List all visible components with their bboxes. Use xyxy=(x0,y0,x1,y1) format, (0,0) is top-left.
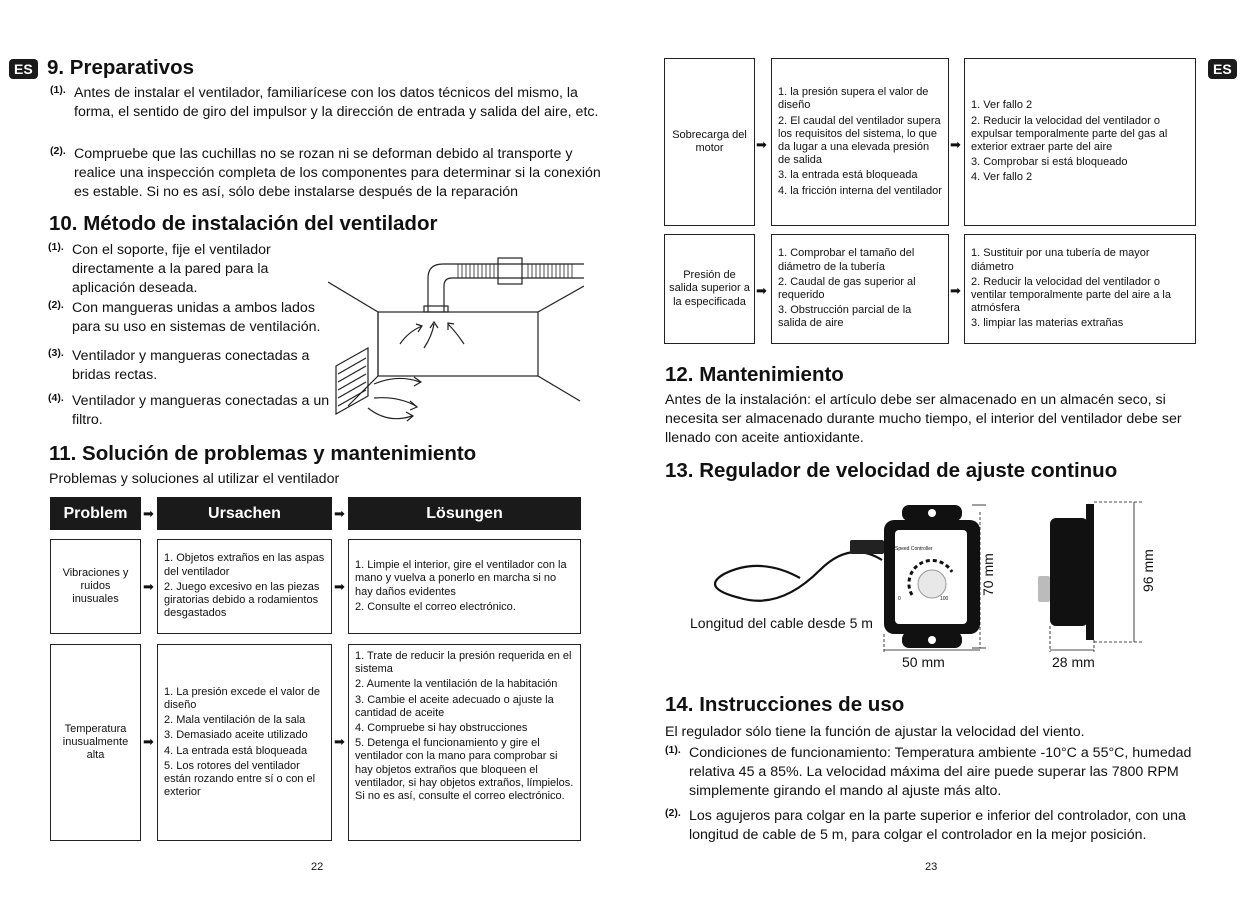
item-text: Los agujeros para colgar en la parte superior e inferior del controlador, con una longitud de cable de 5 m, para colgar el controlador en la mejor posición. xyxy=(689,808,1186,843)
solutions-cell xyxy=(348,539,581,634)
s10-item-4 xyxy=(48,392,342,430)
arrow-icon: ➡ xyxy=(143,506,154,521)
cause-item: 3. la entrada está bloqueada xyxy=(778,169,918,182)
width-front-label: 50 mm xyxy=(902,654,945,670)
arrow-icon: ➡ xyxy=(143,579,154,594)
section-9-title: 9. Preparativos xyxy=(47,56,194,79)
page-number-right: 23 xyxy=(925,861,938,873)
item-number: (1). xyxy=(48,241,64,253)
solution-item: 2. Aumente la ventilación de la habitación xyxy=(355,678,558,691)
arrow-icon: ➡ xyxy=(756,283,767,298)
solution-item: 3. Cambie el aceite adecuado o ajuste la cantidad de aceite xyxy=(355,693,554,719)
item-text: Ventilador y mangueras conectadas a bridas rectas. xyxy=(72,348,310,383)
cause-item: 3. Demasiado aceite utilizado xyxy=(164,729,308,742)
cause-item: 1. Comprobar el tamaño del diámetro de la tubería xyxy=(778,247,915,273)
section-14-intro: El regulador sólo tiene la función de ajustar la velocidad del viento. xyxy=(665,724,1085,740)
cable-length-label: Longitud del cable desde 5 m xyxy=(690,615,873,631)
solution-item: 3. limpiar las materias extrañas xyxy=(971,317,1124,330)
item-number: (2). xyxy=(48,299,64,311)
item-number: (3). xyxy=(48,347,64,359)
dial-min-label: 0 xyxy=(898,596,901,602)
height-front-label: 70 mm xyxy=(980,553,996,596)
causes-cell xyxy=(157,644,332,841)
language-badge-right: ES xyxy=(1208,59,1237,79)
item-text: Compruebe que las cuchillas no se rozan ni se deforman debido al transporte y realice una inspección completa de los componentes para determinar si la conexión es estable. Si no es así, sólo debe instalarse después de la reparación xyxy=(74,146,601,200)
height-side-label: 96 mm xyxy=(1140,549,1156,592)
solution-item: 1. Trate de reducir la presión requerida en el sistema xyxy=(355,650,572,676)
arrow-icon: ➡ xyxy=(334,506,345,521)
solutions-cell xyxy=(964,58,1196,226)
cause-item: 2. El caudal del ventilador supera los requisitos del sistema, lo que da lugar a una elevada presión de salida xyxy=(778,114,941,167)
solution-item: 2. Reducir la velocidad del ventilador o ventilar temporalmente parte del aire a la atmósfera xyxy=(971,275,1171,315)
cause-item: 4. La entrada está bloqueada xyxy=(164,744,308,757)
installation-illustration xyxy=(328,256,584,426)
arrow-icon: ➡ xyxy=(950,137,961,152)
item-text: Con el soporte, fije el ventilador directamente a la pared para la aplicación deseada. xyxy=(72,242,271,296)
cause-item: 1. Objetos extraños en las aspas del ventilador xyxy=(164,552,325,578)
s9-item-1 xyxy=(50,84,614,122)
s9-item-2 xyxy=(50,145,614,202)
cause-item: 1. La presión excede el valor de diseño xyxy=(164,685,320,711)
solution-item: 2. Consulte el correo electrónico. xyxy=(355,600,516,613)
causes-cell xyxy=(157,539,332,634)
section-11-subtitle: Problemas y soluciones al utilizar el ventilador xyxy=(49,471,340,487)
solutions-cell xyxy=(964,234,1196,344)
item-number: (2). xyxy=(50,145,66,157)
s14-item-2 xyxy=(665,807,1224,845)
item-text: Antes de instalar el ventilador, familiarícese con los datos técnicos del mismo, la forma, el sentido de giro del impulsor y la dirección de entrada y salida del aire, etc. xyxy=(74,85,599,120)
solution-item: 1. Limpie el interior, gire el ventilador con la mano y vuelva a ponerlo en marcha si no hay daños evidentes xyxy=(355,559,567,598)
arrow-icon: ➡ xyxy=(334,734,345,749)
s10-item-2 xyxy=(48,299,342,337)
header-problem: Problem xyxy=(50,497,141,530)
device-label: Speed Controller xyxy=(895,546,933,552)
s10-item-1 xyxy=(48,241,332,298)
item-number: (1). xyxy=(665,744,681,756)
header-solutions: Lösungen xyxy=(348,497,581,530)
section-14-title: 14. Instrucciones de uso xyxy=(665,693,905,716)
item-text: Con mangueras unidas a ambos lados para su uso en sistemas de ventilación. xyxy=(72,300,321,335)
cause-item: 2. Caudal de gas superior al requerido xyxy=(778,275,916,301)
section-10-title: 10. Método de instalación del ventilador xyxy=(49,212,438,235)
item-number: (4). xyxy=(48,392,64,404)
item-text: Ventilador y mangueras conectadas a un filtro. xyxy=(72,393,330,428)
solution-item: 1. Sustituir por una tubería de mayor diámetro xyxy=(971,247,1150,273)
header-causes: Ursachen xyxy=(157,497,332,530)
page-number-left: 22 xyxy=(311,861,324,873)
problem-cell: Temperatura inusualmente alta xyxy=(50,644,141,841)
side-view-illustration xyxy=(1030,496,1150,656)
solution-item: 2. Reducir la velocidad del ventilador o expulsar temporalmente parte del gas al exterior extraer parte del aire xyxy=(971,114,1168,153)
causes-cell xyxy=(771,58,949,226)
s10-item-3 xyxy=(48,347,342,385)
section-12-title: 12. Mantenimiento xyxy=(665,363,844,386)
cause-item: 3. Obstrucción parcial de la salida de aire xyxy=(778,304,912,330)
solution-item: 4. Compruebe si hay obstrucciones xyxy=(355,722,528,735)
solution-item: 3. Comprobar si está bloqueado xyxy=(971,156,1128,169)
section-13-title: 13. Regulador de velocidad de ajuste continuo xyxy=(665,459,1118,482)
s14-item-1 xyxy=(665,744,1224,801)
solution-item: 4. Ver fallo 2 xyxy=(971,171,1033,184)
depth-side-label: 28 mm xyxy=(1052,654,1095,670)
section-11-title: 11. Solución de problemas y mantenimiento xyxy=(49,442,477,465)
arrow-icon: ➡ xyxy=(950,283,961,298)
cause-item: 5. Los rotores del ventilador están rozando entre sí o con el exterior xyxy=(164,759,316,799)
solution-item: 5. Detenga el funcionamiento y gire el ventilador con la mano para comprobar si hay objetos extraños que bloqueen el ventilador, si hay objetos extraños, límpielos. Si no es así, consulte el correo electrónico. xyxy=(355,737,574,803)
problem-cell: Vibraciones y ruidos inusuales xyxy=(50,539,141,634)
cause-item: 2. Juego excesivo en las piezas giratorias debido a rodamientos desgastados xyxy=(164,580,320,620)
item-number: (1). xyxy=(50,84,66,96)
language-badge-left: ES xyxy=(9,59,38,79)
arrow-icon: ➡ xyxy=(143,734,154,749)
cause-item: 4. la fricción interna del ventilador xyxy=(778,184,942,197)
section-12-text: Antes de la instalación: el artículo debe ser almacenado en un almacén seco, si necesita ser almacenado durante mucho tiempo, el interior del ventilador debe ser llenado con aceite antioxidante. xyxy=(665,392,1182,446)
arrow-icon: ➡ xyxy=(334,579,345,594)
solution-item: 1. Ver fallo 2 xyxy=(971,99,1033,112)
cause-item: 1. la presión supera el valor de diseño xyxy=(778,86,929,112)
problem-cell: Sobrecarga del motor xyxy=(664,58,755,226)
arrow-icon: ➡ xyxy=(756,137,767,152)
cause-item: 2. Mala ventilación de la sala xyxy=(164,714,306,727)
item-number: (2). xyxy=(665,807,681,819)
solutions-cell xyxy=(348,644,581,841)
item-text: Condiciones de funcionamiento: Temperatura ambiente -10°C a 55°C, humedad relativa 45 a 85%. La velocidad máxima del aire puede superar las 7800 RPM simplemente girando el mando al ajuste más alto. xyxy=(689,745,1192,799)
causes-cell xyxy=(771,234,949,344)
problem-cell: Presión de salida superior a la especificada xyxy=(664,234,755,344)
dial-max-label: 100 xyxy=(940,596,949,602)
